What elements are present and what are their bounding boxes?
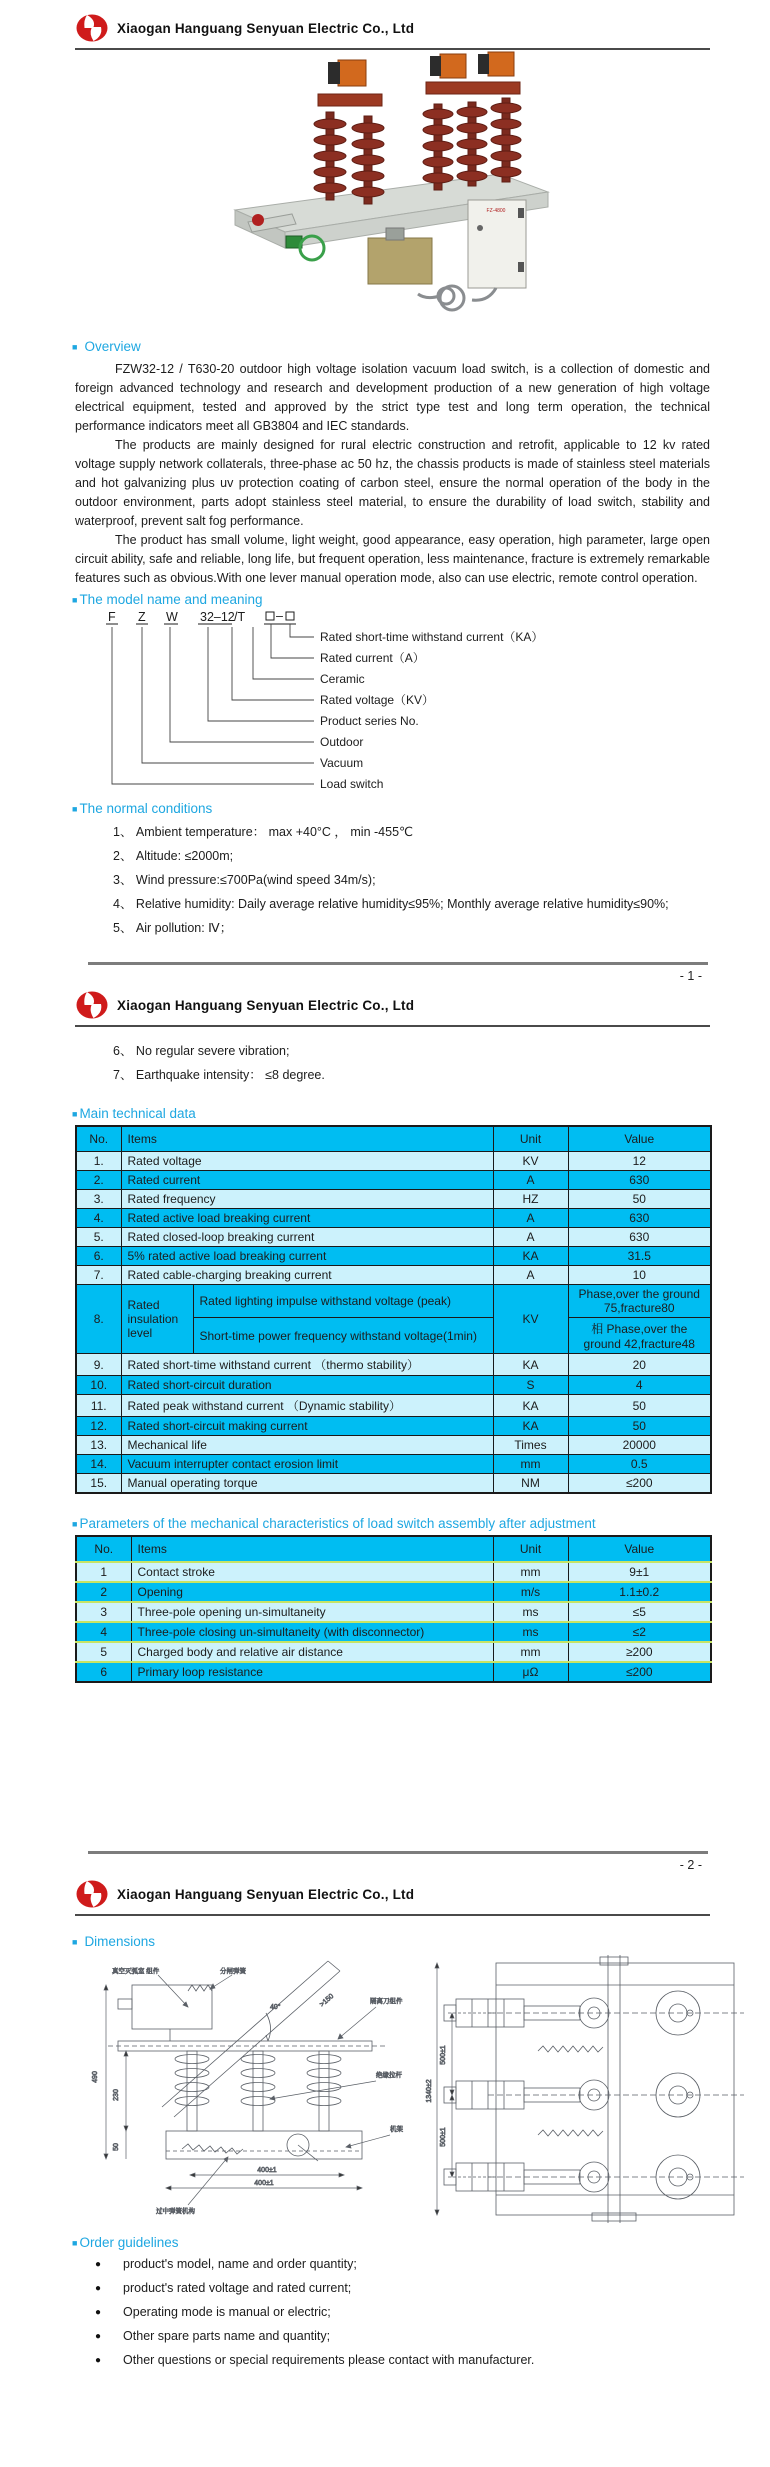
table-cell: ≤2: [568, 1622, 711, 1642]
col-value: Value: [568, 1536, 711, 1562]
col-items: Items: [131, 1536, 493, 1562]
condition-item: 6、 No regular severe vibration;: [113, 1044, 290, 1058]
table-cell: Rated current: [121, 1171, 493, 1190]
condition-item: 5、 Air pollution: Ⅳ；: [113, 921, 233, 935]
header-rule: [75, 48, 710, 50]
table-cell: Vacuum interrupter contact erosion limit: [121, 1455, 493, 1474]
drawing-annotation: 机架: [390, 2126, 403, 2133]
table-cell: 2.: [76, 1171, 121, 1190]
table-cell: 相 Phase,over the ground 42,fracture48: [568, 1318, 711, 1354]
order-item: ● Other questions or special requirements please contact with manufacturer.: [95, 2350, 710, 2371]
table-cell: 9.: [76, 1354, 121, 1376]
table-cell: KA: [493, 1247, 568, 1266]
table2-heading: ■ Parameters of the mechanical characteristics of load switch assembly after adjustment: [72, 1516, 596, 1531]
table-cell: Rated short-time withstand current （thermo stability）: [121, 1354, 493, 1376]
table-row: [76, 1376, 711, 1395]
params-table: [75, 1535, 712, 1683]
table-row: [76, 1455, 711, 1474]
page-separator: [88, 962, 708, 965]
page-3: [0, 1874, 770, 2430]
model-label: Product series No.: [320, 714, 419, 728]
svg-text:490: 490: [92, 2071, 99, 2083]
table-cell: 12.: [76, 1417, 121, 1436]
condition-item: 1、 Ambient temperature： max +40°C ， min -455℃: [113, 825, 414, 839]
overview-paragraph-3: The product has small volume, light weight, good appearance, easy operation, high parameter, large open circuit ability, safe and reliable, long life, but frequent operation, less maintenance, fracture is extremely remarkable features such as obvious.With one lever manual operation mode, also can use electric, remote control operation.: [75, 533, 710, 585]
company-logo-icon: [75, 1879, 109, 1909]
order-item: ● product's model, name and order quantity;: [95, 2254, 710, 2275]
table-cell: 630: [568, 1209, 711, 1228]
table-cell: 1: [76, 1562, 131, 1582]
page-number: - 2 -: [679, 1858, 702, 1872]
table-header-row: [76, 1536, 711, 1562]
col-no: No.: [76, 1536, 131, 1562]
table-cell: 15.: [76, 1474, 121, 1494]
dimension-drawing-right: [426, 1955, 754, 2227]
page-1: [0, 0, 770, 983]
table-row: [76, 1228, 711, 1247]
table-cell: A: [493, 1228, 568, 1247]
table-row: [76, 1266, 711, 1285]
table-cell: Mechanical life: [121, 1436, 493, 1455]
table-cell: 50: [568, 1190, 711, 1209]
table-cell: mm: [493, 1562, 568, 1582]
bullet-icon: ■: [72, 1519, 78, 1529]
table-cell: 2: [76, 1582, 131, 1602]
svg-text:F: F: [108, 610, 116, 624]
company-name: Xiaogan Hanguang Senyuan Electric Co., Ltd: [117, 20, 415, 36]
condition-item: 3、 Wind pressure:≤700Pa(wind speed 34m/s);: [113, 873, 376, 887]
svg-text:400±1: 400±1: [254, 2180, 274, 2187]
table-cell: 11.: [76, 1395, 121, 1417]
svg-text:230: 230: [113, 2089, 120, 2101]
table-cell: mm: [493, 1455, 568, 1474]
main-technical-table: [75, 1125, 712, 1494]
header-rule: [75, 1025, 710, 1027]
model-label: Vacuum: [320, 756, 364, 770]
table-cell: Rated insulation level: [121, 1285, 193, 1354]
table-cell: Three-pole opening un-simultaneity: [131, 1602, 493, 1622]
bullet-icon: ■: [72, 1109, 78, 1119]
table-cell: 630: [568, 1171, 711, 1190]
table-cell: 1.1±0.2: [568, 1582, 711, 1602]
table-cell: 1.: [76, 1152, 121, 1171]
table-cell: 6.: [76, 1247, 121, 1266]
table-cell: 630: [568, 1228, 711, 1247]
table-cell: Short-time power frequency withstand voltage(1min): [193, 1318, 493, 1354]
table-row: [76, 1190, 711, 1209]
overview-paragraph-1: FZW32-12 / T630-20 outdoor high voltage isolation vacuum load switch, is a collection of domestic and foreign advanced technology and research and development production of a new generation of high voltage electrical equipment, tested and approved by the strict type test and long term operation, the technical performance indicators meet all GB3804 and IEC standards.: [75, 362, 710, 433]
table-cell: KV: [493, 1285, 568, 1354]
table-row: [76, 1602, 711, 1622]
company-logo-icon: [75, 990, 109, 1020]
order-item: ● product's rated voltage and rated current;: [95, 2278, 710, 2299]
table-header-row: [76, 1126, 711, 1152]
table-cell: 10: [568, 1266, 711, 1285]
dot-icon: ●: [95, 2331, 102, 2342]
drawing-annotation: 真空灭弧室 组件: [112, 1968, 160, 1975]
drawing-annotation: 过中弹簧机构: [156, 2208, 195, 2215]
bullet-icon: ■: [72, 2238, 78, 2248]
table-cell: Opening: [131, 1582, 493, 1602]
table-cell: Phase,over the ground 75,fracture80: [568, 1285, 711, 1318]
svg-text:1340±2: 1340±2: [426, 2079, 433, 2103]
table-row: [76, 1171, 711, 1190]
company-logo-icon: [75, 13, 109, 43]
condition-item: 2、 Altitude: ≤2000m;: [113, 849, 234, 863]
table-cell: Manual operating torque: [121, 1474, 493, 1494]
col-no: No.: [76, 1126, 121, 1152]
table-row: [76, 1622, 711, 1642]
table-cell: 8.: [76, 1285, 121, 1354]
dot-icon: ●: [95, 2283, 102, 2294]
table-cell: 3.: [76, 1190, 121, 1209]
condition-item: 7、 Earthquake intensity： ≤8 degree.: [113, 1068, 325, 1082]
table-cell: 20: [568, 1354, 711, 1376]
bullet-icon: ■: [72, 595, 78, 605]
table-cell: 5: [76, 1642, 131, 1662]
model-label: Rated short-time withstand current（KA）: [320, 630, 544, 644]
table-cell: Primary loop resistance: [131, 1662, 493, 1682]
table-cell: 7.: [76, 1266, 121, 1285]
bullet-icon: ■: [72, 1937, 78, 1947]
drawing-annotation: 分闸弹簧: [220, 1968, 246, 1975]
table-cell: Rated closed-loop breaking current: [121, 1228, 493, 1247]
svg-text:500±1: 500±1: [440, 2045, 447, 2065]
table-cell: 6: [76, 1662, 131, 1682]
model-heading: ■ The model name and meaning: [72, 592, 263, 607]
table-cell: KA: [493, 1354, 568, 1376]
table-cell: A: [493, 1209, 568, 1228]
table-row: [76, 1562, 711, 1582]
page-separator: [88, 1851, 708, 1854]
table-cell: ms: [493, 1602, 568, 1622]
table-cell: Contact stroke: [131, 1562, 493, 1582]
product-photo-wrap: [0, 52, 770, 325]
model-diagram: [60, 607, 700, 795]
svg-text:–: –: [276, 609, 283, 623]
bullet-icon: ■: [72, 804, 78, 814]
dot-icon: ●: [95, 2307, 102, 2318]
table-cell: 5% rated active load breaking current: [121, 1247, 493, 1266]
table-cell: 20000: [568, 1436, 711, 1455]
table-cell: 4: [76, 1622, 131, 1642]
svg-text:W: W: [166, 610, 178, 624]
table-cell: A: [493, 1266, 568, 1285]
dot-icon: ●: [95, 2355, 102, 2366]
table-row: [76, 1285, 711, 1318]
model-label: Rated current（A）: [320, 651, 425, 665]
page-number: - 1 -: [679, 969, 702, 983]
drawing-annotation: 绝缘拉杆: [376, 2072, 402, 2079]
page-header: [0, 1874, 770, 1916]
table-row: [76, 1209, 711, 1228]
svg-text:400±1: 400±1: [257, 2167, 277, 2174]
table-cell: 12: [568, 1152, 711, 1171]
order-item: ● Other spare parts name and quantity;: [95, 2326, 710, 2347]
table-row: [76, 1395, 711, 1417]
table-cell: ≥200: [568, 1642, 711, 1662]
svg-text:>150: >150: [318, 1992, 336, 2009]
table-cell: ≤5: [568, 1602, 711, 1622]
table-cell: 4: [568, 1376, 711, 1395]
col-unit: Unit: [493, 1126, 568, 1152]
product-photo: [200, 52, 570, 320]
table-cell: 50: [568, 1417, 711, 1436]
overview-heading: ■ Overview: [72, 339, 141, 354]
page-2: [0, 985, 770, 1872]
company-name: Xiaogan Hanguang Senyuan Electric Co., Ltd: [117, 1886, 415, 1902]
col-items: Items: [121, 1126, 493, 1152]
table-cell: A: [493, 1171, 568, 1190]
table-cell: ms: [493, 1622, 568, 1642]
col-unit: Unit: [493, 1536, 568, 1562]
dimension-drawing-left: [70, 1955, 422, 2227]
company-name: Xiaogan Hanguang Senyuan Electric Co., Ltd: [117, 997, 415, 1013]
model-label: Rated voltage（KV）: [320, 693, 435, 707]
table-cell: mm: [493, 1642, 568, 1662]
model-label: Outdoor: [320, 735, 364, 749]
svg-text:/T: /T: [234, 610, 246, 624]
table-cell: 13.: [76, 1436, 121, 1455]
page-header: [0, 985, 770, 1027]
table-row: [76, 1436, 711, 1455]
order-item: ● Operating mode is manual or electric;: [95, 2302, 710, 2323]
table-cell: KA: [493, 1395, 568, 1417]
table-cell: Times: [493, 1436, 568, 1455]
order-heading: ■ Order guidelines: [72, 2235, 179, 2250]
svg-text:FZ-4800: FZ-4800: [486, 208, 506, 214]
table-cell: HZ: [493, 1190, 568, 1209]
table-cell: Rated voltage: [121, 1152, 493, 1171]
table-cell: Rated cable-charging breaking current: [121, 1266, 493, 1285]
table1-heading: ■ Main technical data: [72, 1106, 196, 1121]
table-cell: Rated short-circuit duration: [121, 1376, 493, 1395]
table-cell: NM: [493, 1474, 568, 1494]
model-label: Load switch: [320, 777, 384, 791]
condition-item: 4、 Relative humidity: Daily average relative humidity≤95%; Monthly average relative humidity≤90%;: [113, 897, 669, 911]
table-cell: Rated frequency: [121, 1190, 493, 1209]
model-label: Ceramic: [320, 672, 365, 686]
table-row: [76, 1417, 711, 1436]
table-cell: 14.: [76, 1455, 121, 1474]
dot-icon: ●: [95, 2259, 102, 2270]
svg-text:Z: Z: [138, 610, 146, 624]
table-row: [76, 1474, 711, 1494]
table-cell: Rated active load breaking current: [121, 1209, 493, 1228]
table-cell: 50: [568, 1395, 711, 1417]
dimensions-heading: ■ Dimensions: [72, 1934, 155, 1949]
conditions-heading: ■ The normal conditions: [72, 801, 213, 816]
table-cell: S: [493, 1376, 568, 1395]
table-cell: Three-pole closing un-simultaneity (with disconnector): [131, 1622, 493, 1642]
drawing-annotation: 隔离刀组件: [370, 1998, 403, 2005]
table-row: [76, 1247, 711, 1266]
page-header: [0, 0, 770, 50]
table-cell: Charged body and relative air distance: [131, 1642, 493, 1662]
header-rule: [75, 1914, 710, 1916]
table-cell: ≤200: [568, 1474, 711, 1494]
table-cell: 3: [76, 1602, 131, 1622]
table-row: [76, 1582, 711, 1602]
table-cell: 31.5: [568, 1247, 711, 1266]
svg-text:500±1: 500±1: [440, 2127, 447, 2147]
table-cell: KV: [493, 1152, 568, 1171]
bullet-icon: ■: [72, 342, 78, 352]
table-cell: Rated short-circuit making current: [121, 1417, 493, 1436]
table-cell: m/s: [493, 1582, 568, 1602]
table-cell: 4.: [76, 1209, 121, 1228]
table-cell: 9±1: [568, 1562, 711, 1582]
table-cell: ≤200: [568, 1662, 711, 1682]
table-cell: Rated peak withstand current （Dynamic stability）: [121, 1395, 493, 1417]
table-row: [76, 1662, 711, 1682]
table-cell: Rated lighting impulse withstand voltage (peak): [193, 1285, 493, 1318]
table-row: [76, 1354, 711, 1376]
table-row: [76, 1642, 711, 1662]
order-guidelines-list: [95, 2254, 710, 2371]
svg-text:50: 50: [113, 2143, 120, 2151]
table-cell: 0.5: [568, 1455, 711, 1474]
table-cell: KA: [493, 1417, 568, 1436]
table-cell: 10.: [76, 1376, 121, 1395]
svg-text:32–12: 32–12: [200, 610, 235, 624]
overview-paragraph-2: The products are mainly designed for rural electric construction and retrofit, applicable to 12 kv rated voltage supply network collaterals, three-phase ac 50 hz, the chassis products is made of stainless steel materials and hot galvanizing plus uv protection coating of carbon steel, ensure the normal operation of the body in the outdoor environment, parts adopt stainless steel material, to ensure the durability of load switch, stability and waterproof, prevent salt fog performance.: [75, 438, 710, 528]
svg-text:40°: 40°: [270, 2004, 281, 2011]
table-cell: 5.: [76, 1228, 121, 1247]
table-row: [76, 1152, 711, 1171]
table-cell: μΩ: [493, 1662, 568, 1682]
col-value: Value: [568, 1126, 711, 1152]
